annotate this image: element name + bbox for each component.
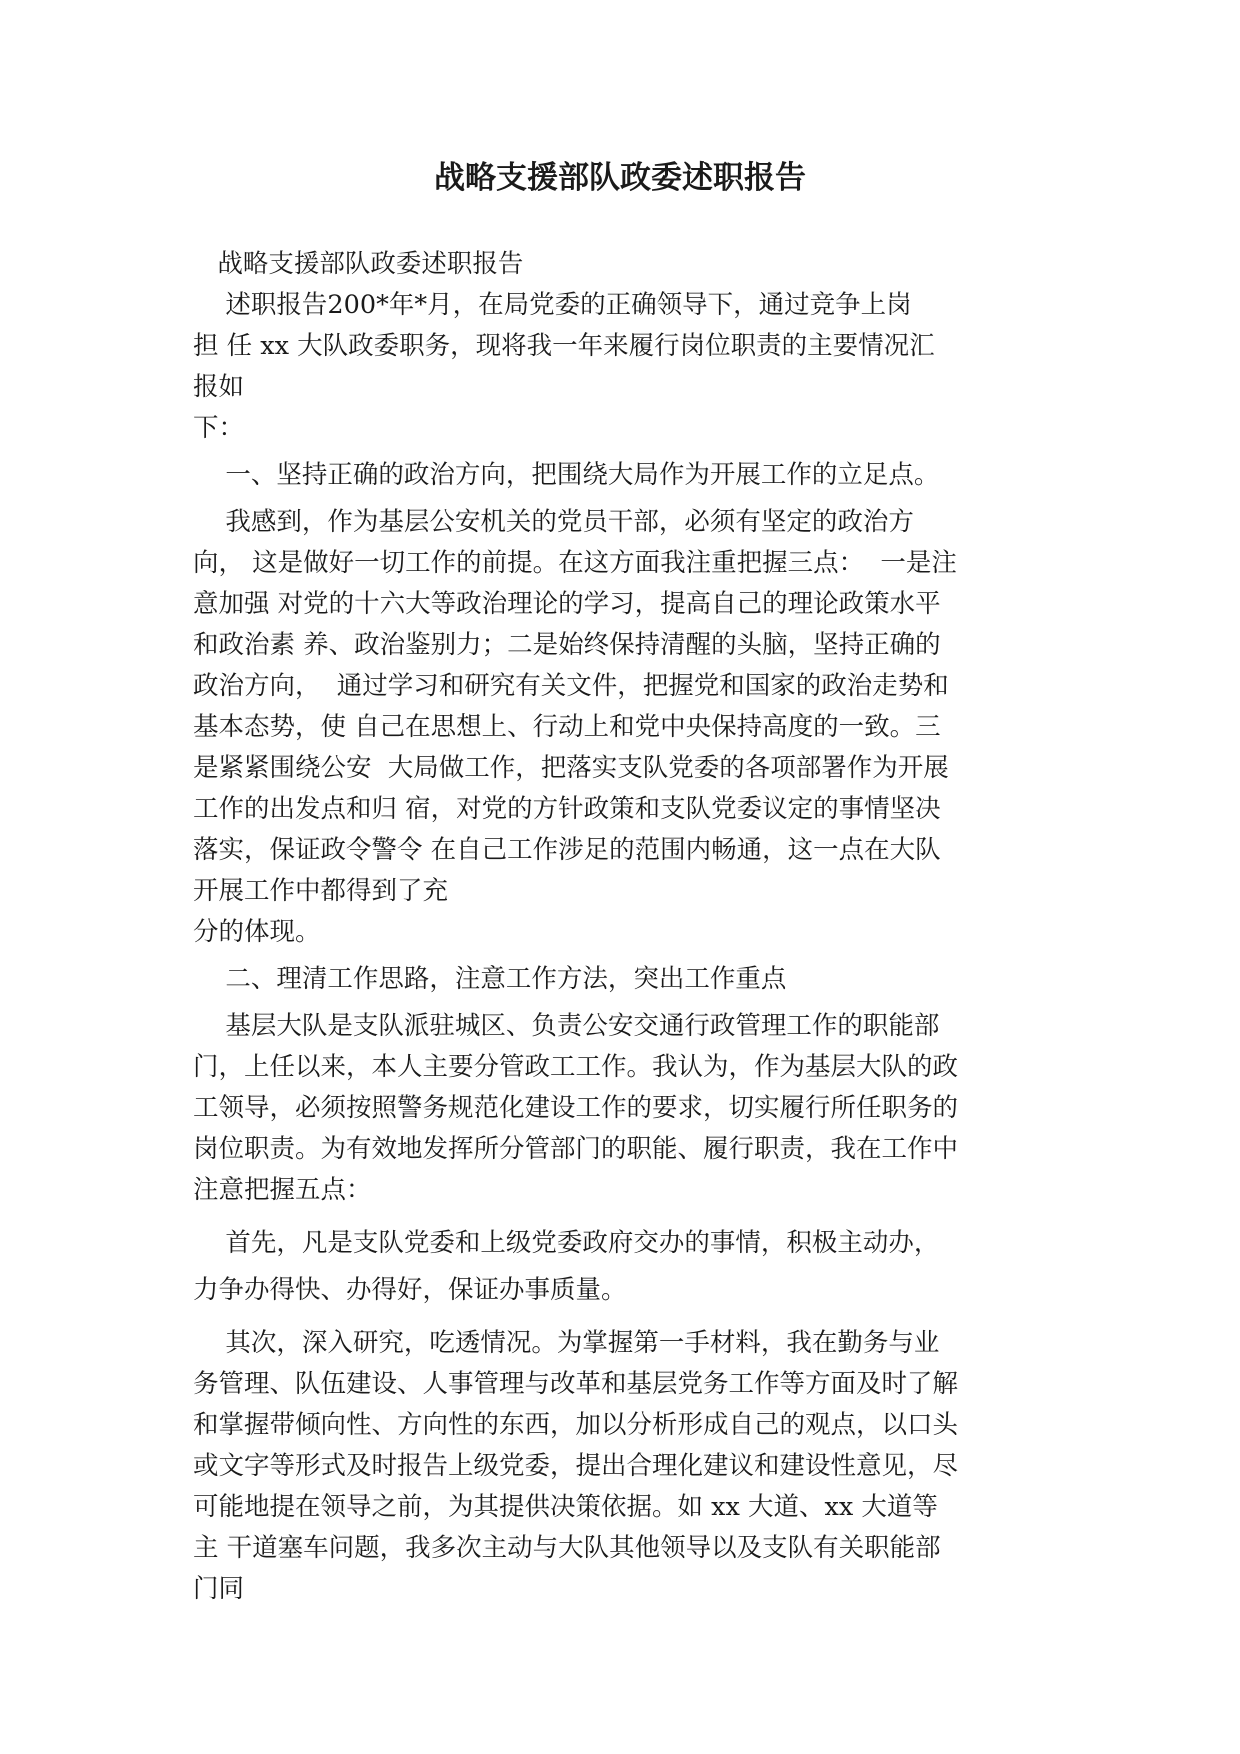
paragraph-line: 工领导，必须按照警务规范化建设工作的要求，切实履行所任职务的 (193, 1093, 959, 1123)
document-title: 战略支援部队政委述职报告 (434, 160, 806, 196)
paragraph-line: 力争办得快、办得好，保证办事质量。 (193, 1275, 627, 1305)
paragraph-line: 务管理、队伍建设、人事管理与改革和基层党务工作等方面及时了解 (193, 1369, 959, 1399)
paragraph-line: 和掌握带倾向性、方向性的东西，加以分析形成自己的观点，以口头 (193, 1410, 959, 1440)
paragraph-line: 政治方向， 通过学习和研究有关文件，把握党和国家的政治走势和 (193, 671, 949, 701)
paragraph-line: 意加强 对党的十六大等政治理论的学习，提高自己的理论政策水平 (193, 589, 941, 619)
paragraph-line: 主 干道塞车问题，我多次主动与大队其他领导以及支队有关职能部 (193, 1533, 941, 1563)
paragraph-line: 基层大队是支队派驻城区、负责公安交通行政管理工作的职能部 (193, 1011, 940, 1041)
paragraph-line: 下： (193, 413, 245, 443)
paragraph-line: 工作的出发点和归 宿，对党的方针政策和支队党委议定的事情坚决 (193, 794, 941, 824)
paragraph-line: 我感到，作为基层公安机关的党员干部，必须有坚定的政治方 (193, 507, 914, 537)
document-body (193, 244, 1053, 1610)
paragraph-line: 门同 (193, 1574, 245, 1604)
paragraph-line: 分的体现。 (193, 917, 321, 947)
paragraph-line: 可能地提在领导之前，为其提供决策依据。如 xx 大道、xx 大道等 (193, 1492, 938, 1522)
paragraph-line: 是紧紧围绕公安 大局做工作，把落实支队党委的各项部署作为开展 (193, 753, 949, 783)
paragraph-line: 基本态势，使 自己在思想上、行动上和党中央保持高度的一致。三 (193, 712, 941, 742)
paragraph-line: 其次，深入研究，吃透情况。为掌握第一手材料，我在勤务与业 (193, 1328, 940, 1358)
paragraph-line: 向， 这是做好一切工作的前提。在这方面我注重把握三点： 一是注 (193, 548, 957, 578)
subtitle-line: 战略支援部队政委述职报告 (193, 249, 524, 279)
paragraph-line: 担 任 xx 大队政委职务，现将我一年来履行岗位职责的主要情况汇 (193, 331, 935, 361)
section-heading-1: 一、坚持正确的政治方向，把围绕大局作为开展工作的立足点。 (193, 460, 940, 490)
paragraph-line: 述职报告200*年*月，在局党委的正确领导下，通过竞争上岗 (193, 290, 912, 320)
paragraph-line: 和政治素 养、政治鉴别力；二是始终保持清醒的头脑，坚持正确的 (193, 630, 941, 660)
paragraph-line: 首先，凡是支队党委和上级党委政府交办的事情，积极主动办， (193, 1228, 940, 1258)
paragraph-line: 落实，保证政令警令 在自己工作涉足的范围内畅通，这一点在大队 (193, 835, 941, 865)
paragraph-line: 报如 (193, 372, 245, 402)
paragraph-line: 注意把握五点： (193, 1175, 372, 1205)
paragraph-line: 或文字等形式及时报告上级党委，提出合理化建议和建设性意见，尽 (193, 1451, 959, 1481)
paragraph-line: 岗位职责。为有效地发挥所分管部门的职能、履行职责，我在工作中 (193, 1134, 959, 1164)
section-heading-2: 二、理清工作思路，注意工作方法，突出工作重点 (193, 964, 787, 994)
paragraph-line: 门，上任以来，本人主要分管政工工作。我认为，作为基层大队的政 (193, 1052, 959, 1082)
paragraph-line: 开展工作中都得到了充 (193, 876, 449, 906)
